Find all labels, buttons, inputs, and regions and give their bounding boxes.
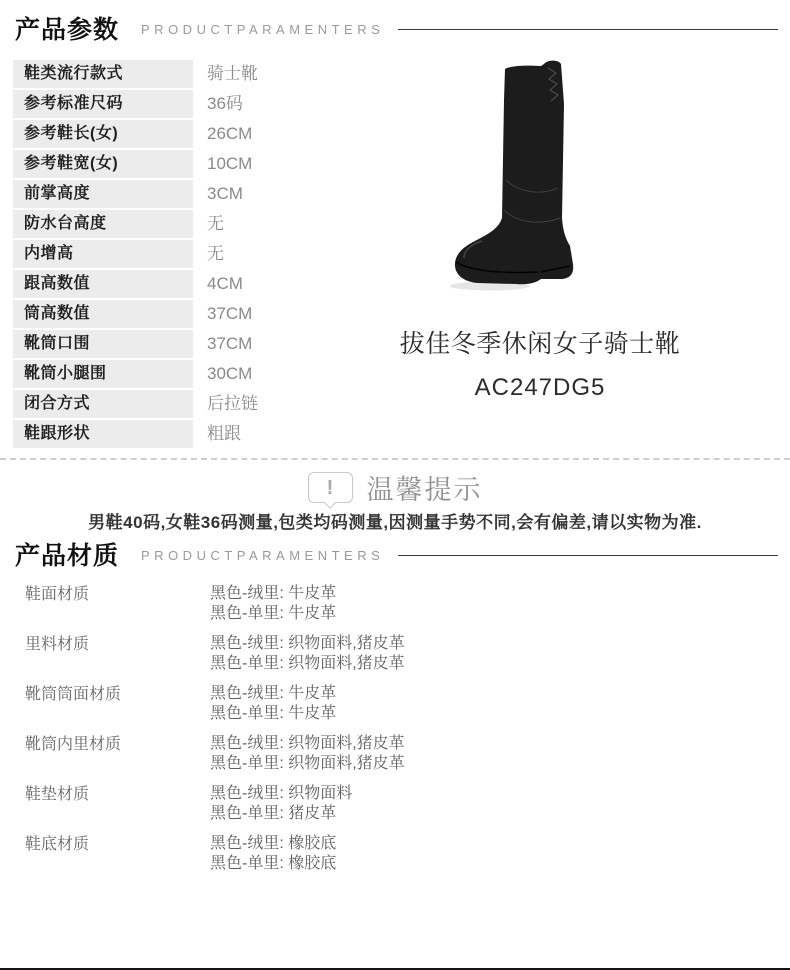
parameter-value: 26CM [207,124,253,143]
material-value-line: 黑色-单里: 牛皮革 [210,705,337,722]
dashed-divider [0,458,790,460]
parameter-value: 10CM [207,154,253,173]
product-display [390,58,690,402]
parameter-value: 后拉链 [207,394,258,413]
parameter-label: 防水台高度 [13,210,193,238]
material-values [210,584,336,624]
material-label: 里料材质 [25,636,90,653]
parameter-value: 无 [207,244,224,263]
materials-title-en: PRODUCTPARAMENTERS [141,548,385,563]
parameter-label: 鞋跟形状 [13,420,193,448]
parameter-row [13,240,393,268]
materials-title-cn: 产品材质 [15,542,120,570]
parameter-label: 参考标准尺码 [13,90,193,118]
parameter-row [13,150,393,178]
parameter-value: 4CM [207,274,243,293]
parameter-value: 36码 [207,94,243,113]
parameter-label: 筒高数值 [13,300,193,328]
material-value-line: 黑色-绒里: 织物面料 [210,785,353,802]
material-value-line: 黑色-单里: 猪皮革 [210,805,337,822]
material-label: 鞋底材质 [25,836,90,853]
warm-tips-header [0,468,790,507]
parameter-value: 37CM [207,334,253,353]
material-label: 鞋面材质 [25,586,90,603]
parameters-table [13,60,393,450]
material-values [210,834,336,874]
parameter-row [13,180,393,208]
material-value-line: 黑色-单里: 橡胶底 [210,855,337,872]
material-value-line: 黑色-绒里: 橡胶底 [210,835,337,852]
parameter-label: 跟高数值 [13,270,193,298]
material-value-line: 黑色-绒里: 牛皮革 [210,685,337,702]
material-row [25,734,780,774]
parameter-label: 前掌高度 [13,180,193,208]
material-values [210,684,336,724]
material-row [25,784,780,824]
materials-table [25,584,780,884]
parameter-label: 闭合方式 [13,390,193,418]
boot-product-image [448,60,583,292]
parameter-label: 靴筒小腿围 [13,360,193,388]
parameter-row [13,420,393,448]
parameter-label: 内增高 [13,240,193,268]
parameter-row [13,330,393,358]
parameter-value: 无 [207,214,224,233]
params-title-cn: 产品参数 [15,16,120,44]
parameter-value: 30CM [207,364,253,383]
material-row [25,834,780,874]
parameter-row [13,360,393,388]
parameter-row [13,60,393,88]
product-model: AC247DG5 [474,374,606,401]
parameter-value: 骑士靴 [207,64,258,83]
product-name: 拔佳冬季休闲女子骑士靴 [399,330,681,358]
parameter-row [13,210,393,238]
exclamation-icon: ! [308,472,353,503]
boot-silhouette [454,61,572,285]
material-values [210,734,405,774]
parameter-value: 37CM [207,304,253,323]
material-values [210,634,405,674]
material-label: 靴筒筒面材质 [25,686,122,703]
materials-section-header [15,536,778,572]
parameter-label: 鞋类流行款式 [13,60,193,88]
parameter-row [13,300,393,328]
parameter-label: 参考鞋宽(女) [13,150,193,178]
material-row [25,634,780,674]
material-label: 靴筒内里材质 [25,736,122,753]
params-section-header [15,10,778,46]
material-value-line: 黑色-单里: 牛皮革 [210,605,337,622]
material-value-line: 黑色-绒里: 织物面料,猪皮革 [210,735,405,752]
warm-tips-title: 温馨提示 [366,475,483,505]
material-value-line: 黑色-绒里: 织物面料,猪皮革 [210,635,405,652]
parameter-row [13,90,393,118]
params-title-en: PRODUCTPARAMENTERS [141,22,385,37]
parameter-row [13,390,393,418]
material-value-line: 黑色-单里: 织物面料,猪皮革 [210,655,405,672]
parameter-label: 靴筒口围 [13,330,193,358]
material-label: 鞋垫材质 [25,786,90,803]
warm-tips-body: 男鞋40码,女鞋36码测量,包类均码测量,因测量手势不同,会有偏差,请以实物为准. [88,513,702,532]
header-rule [398,29,778,30]
material-value-line: 黑色-单里: 织物面料,猪皮革 [210,755,405,772]
parameter-value: 粗跟 [207,424,241,443]
material-row [25,584,780,624]
parameter-row [13,270,393,298]
material-row [25,684,780,724]
material-value-line: 黑色-绒里: 牛皮革 [210,585,337,602]
parameter-row [13,120,393,148]
header-rule [398,555,778,556]
parameter-label: 参考鞋长(女) [13,120,193,148]
material-values [210,784,352,824]
parameter-value: 3CM [207,184,243,203]
